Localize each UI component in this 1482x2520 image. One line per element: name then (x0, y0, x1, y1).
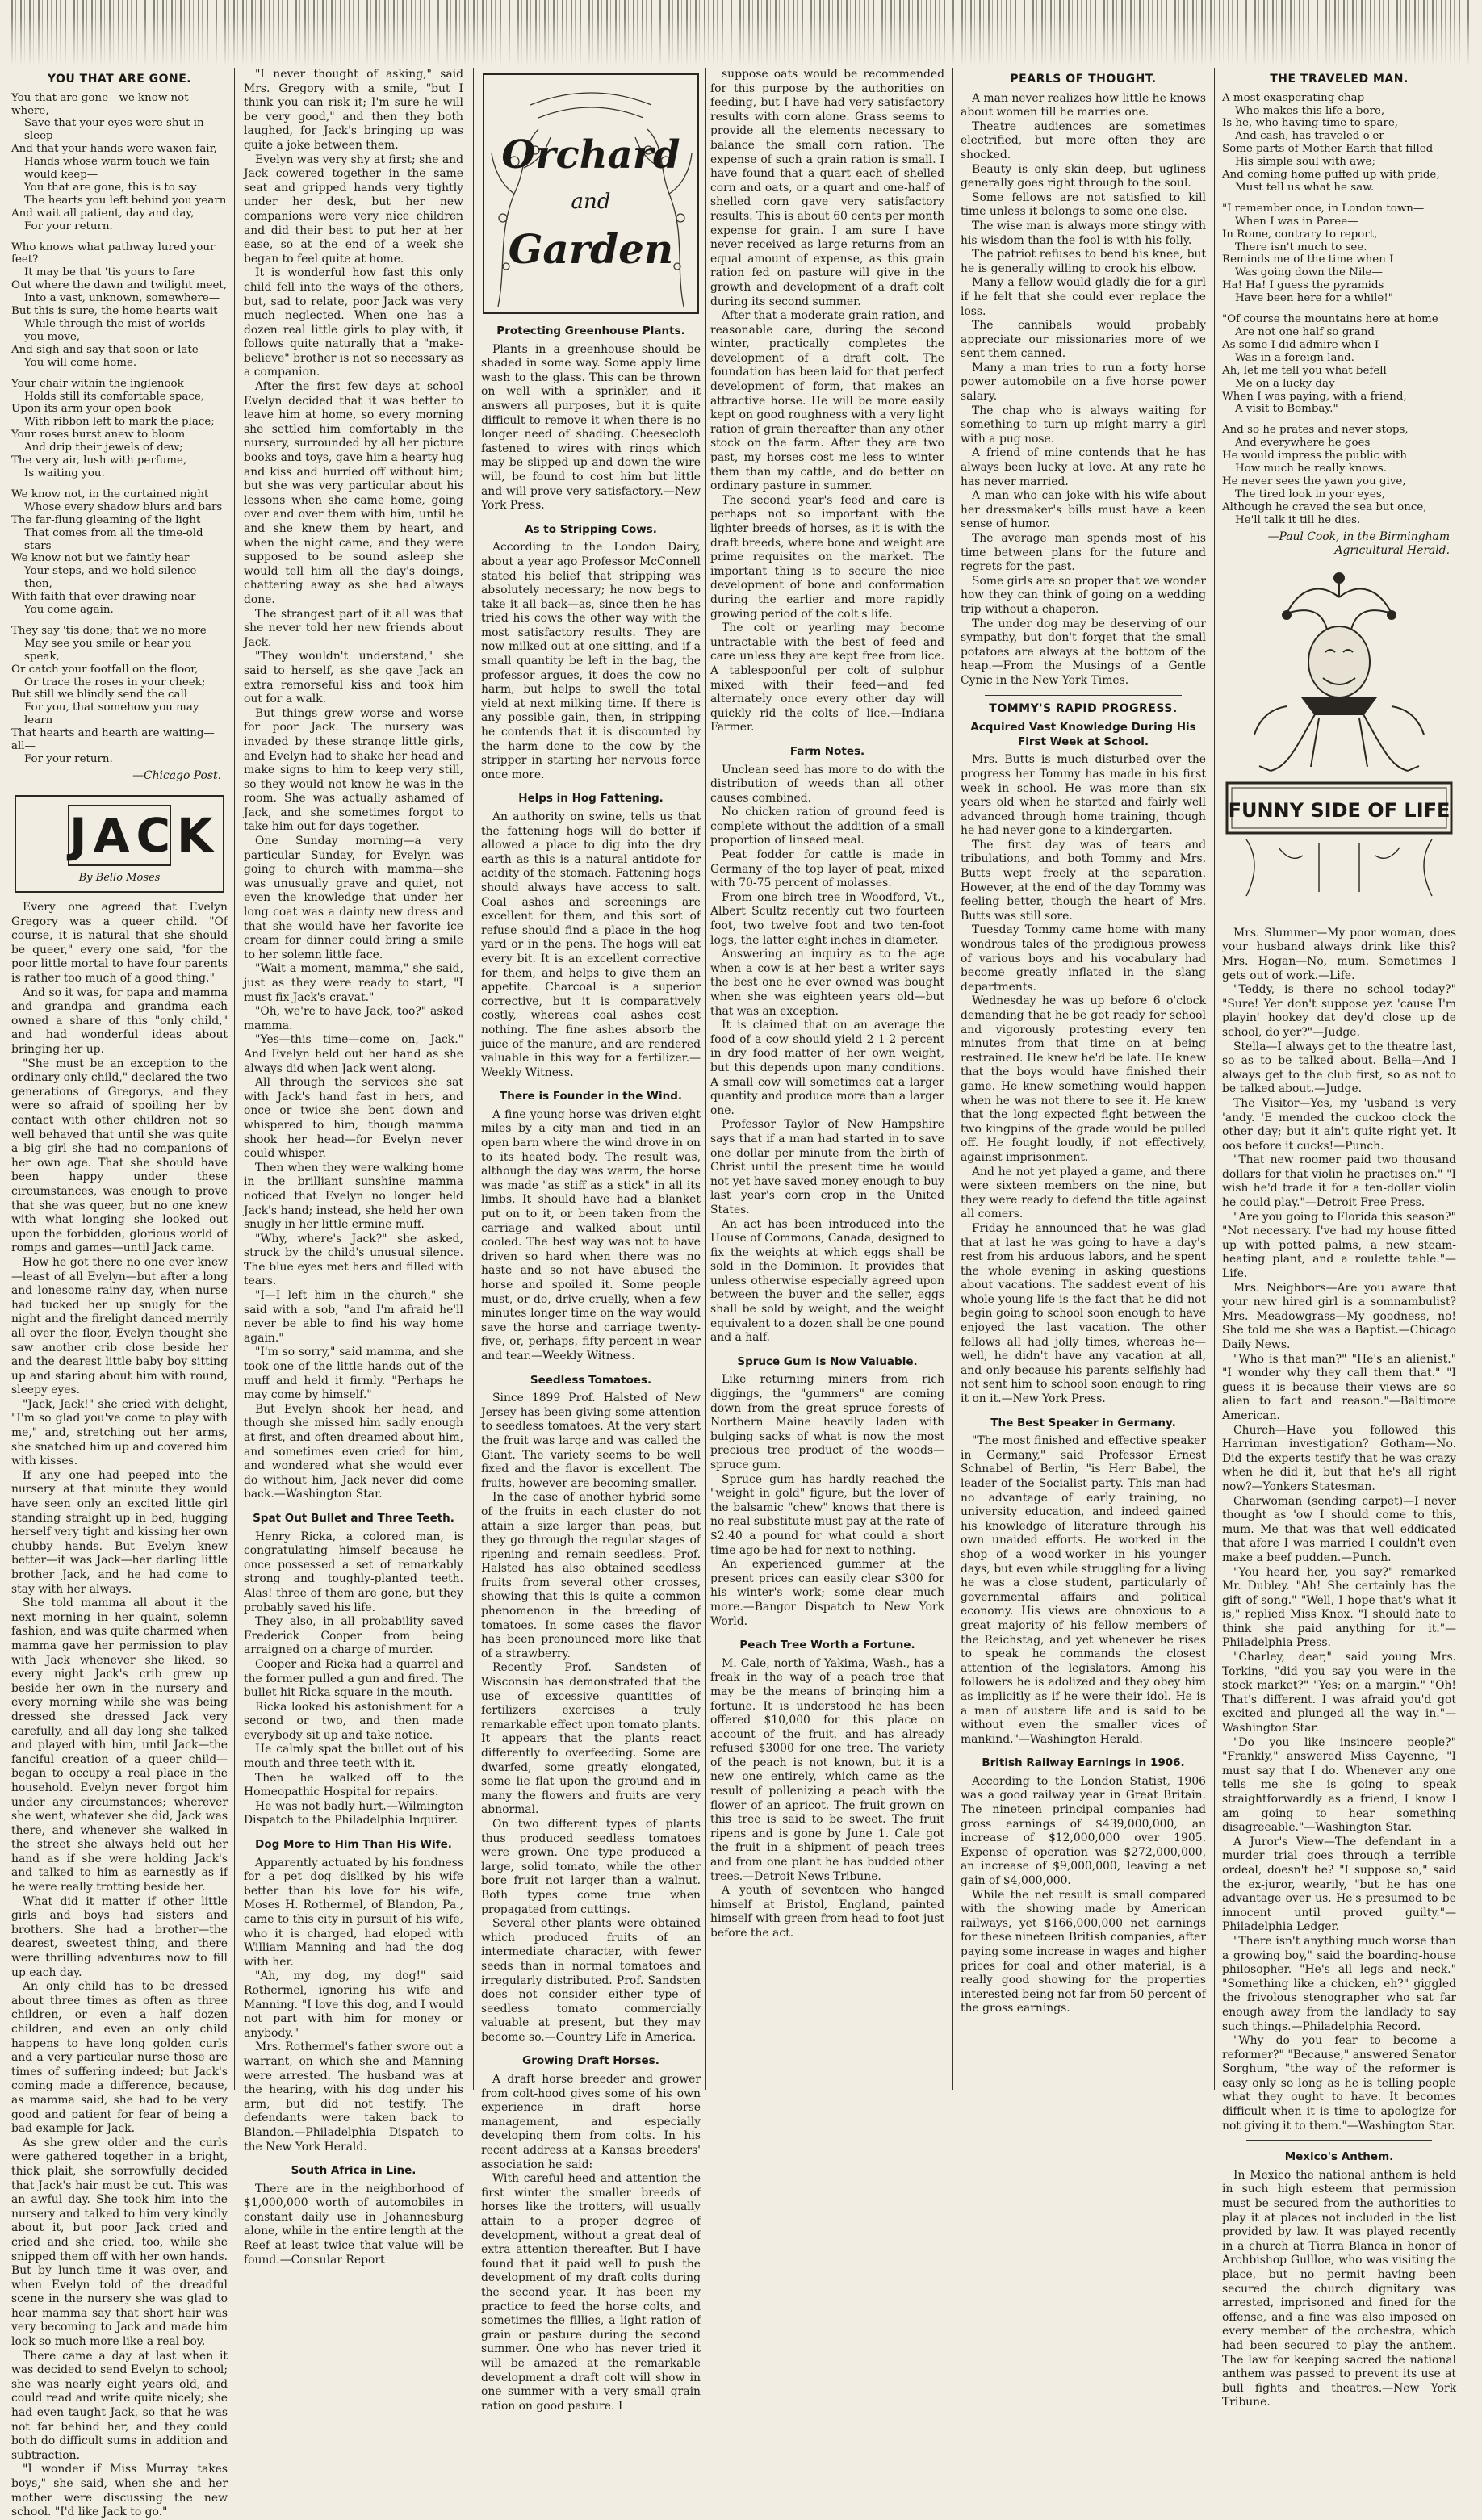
paragraph: An experienced gummer at the present prices can easily clear $300 for his winter's work; some clear much more.—Bangor Dispatch to New York World. (710, 1558, 944, 1628)
paragraph: But things grew worse and worse for poor Jack. The nursery was invaded by these strange little girls, and Evelyn had to shake her head and make signs to him to keep very still, so they would not know he was in the room. She was actually ashamed of Jack, and she sometimes forgot to take him out for days together. (244, 706, 463, 834)
paragraph: One Sunday morning—a very particular Sunday, for Evelyn was going to church with mamma—she was unusually grave and quiet, not even the knowledge that under her long coat was a dainty new dress and that she would have her favorite ice cream for dinner could bring a smile to her solemn little face. (244, 835, 463, 961)
column-5 (961, 68, 1206, 2098)
poem-line: Must tell us what he saw. (1235, 181, 1375, 194)
paragraph: "Teddy, is there no school today?" "Sure! Yer don't suppose yez 'cause I'm playin' hookey dat dey'd close up de school, do yer?"—Judge. (1222, 983, 1456, 1039)
paragraph: After that a moderate grain ration, and reasonable care, during the second winter, practically completes the development of a draft colt. The foundation has been laid for that perfect development of form, that makes an attractive horse. He will be more easily kept on good roughness with a very light ration of grain thereafter than any other stock on the farm. After they are two past, my horses cost me less to winter them than my cattle, and do better on ordinary pasture in summer. (710, 309, 944, 493)
poem-line: Or catch your footfall on the floor, (11, 663, 199, 676)
paragraph: "I wonder if Miss Murray takes boys," she said, when she and her mother were discussing the new school. "I'd like Jack to go." (11, 2463, 228, 2519)
poem-line: There isn't much to see. (1235, 241, 1367, 253)
masthead-orchard: Orchard (501, 132, 680, 178)
column-4 (710, 68, 944, 2098)
stanza-break (1222, 416, 1456, 424)
poem-line: Was going down the Nile— (1235, 266, 1383, 279)
poem-line: Was in a foreign land. (1235, 351, 1354, 364)
paragraph: Friday he announced that he was glad that at last he was going to have a day's rest from his arduous labors, and he spent the whole evening in asking questions about vacations. The saddest event of his whole young life is the fact that he did not begin going to school soon enough to have enjoyed the last vacation. The other fellows all had jolly times, whereas he—well, he didn't have any vacation at all, and only because his parents selfishly had not sent him to school soon enough to ring it on it.—New York Press. (961, 1221, 1206, 1406)
poem-line: That comes from all the time-old stars— (24, 526, 203, 552)
paragraph: "Wait a moment, mamma," she said, just as they were ready to start, "I must fix Jack's cravat." (244, 962, 463, 1004)
article-title: Spat Out Bullet and Three Teeth. (253, 1511, 454, 1525)
paragraph: After the first few days at school Evelyn decided that it was better to leave him at home, so every morning she settled him comfortably in the nursery, surrounded by all her picture books and toys, gave him a hearty hug and kiss and hurried off without him; but she was very particular about his lessons when she came home, going over and over them with him, until he and she knew them by heart, and when the night came, and they were supposed to be sound asleep she would tell him all the day's doings, chattering away as she had always done. (244, 380, 463, 606)
masthead-garden: Garden (508, 225, 674, 273)
paragraph: Then he walked off to the Homeopathic Hospital for repairs. (244, 1771, 463, 1799)
poem-line: Into a vast, unknown, somewhere— (24, 292, 220, 305)
pearls-body (961, 92, 1206, 689)
poem-line: Who knows what pathway lured your feet? (11, 241, 216, 266)
article-body (244, 1857, 463, 2154)
poem-line: For your return. (24, 220, 113, 232)
article-title: Peach Tree Worth a Fortune. (739, 1639, 915, 1652)
poem-line: "I remember once, in London town— (1222, 202, 1425, 215)
article-title: Growing Draft Horses. (522, 2054, 659, 2068)
paragraph: Professor Taylor of New Hampshire says that if a man had started in to save one dollar per minute from the birth of Christ until the present time he would not yet have saved money enough to buy last year's corn crop in the United States. (710, 1118, 944, 1216)
stanza-break (11, 370, 228, 378)
paragraph: "She must be an exception to the ordinary only child," declared the two generations of Gregorys, and they were so afraid of spoiling her by contact with other children not so well behaved that until she was quite a big girl she had no companions of her own age. That she should have been happy under these circumstances, was enough to prove that she was queer, but no one knew with what longing she looked out upon the forbidden, glorious world of romps and games—until Jack came. (11, 1057, 228, 1255)
paragraph: Then when they were walking home in the brilliant sunshine mamma noticed that Evelyn no longer held Jack's hand; instead, she held her own snugly in her little ermine muff. (244, 1161, 463, 1232)
paragraph: Many a fellow would gladly die for a girl if he felt that she could ever replace the loss. (961, 276, 1206, 318)
poem-traveled-man (1222, 92, 1456, 527)
poem-title: YOU THAT ARE GONE. (47, 73, 192, 86)
column-1 (11, 68, 228, 2519)
paragraph: With careful heed and attention the first winter the smaller breeds of horses like the trotters, will usually attain to a proper degree of development, without a great deal of extra attention thereafter. But I have found that it paid well to push the development of my draft colts during the second year. It has been my practice to feed the horse colts, and sometimes the fillies, a light ration of grain or pasture during the second summer. One who has never tried it will be amazed at the remarkable development a draft colt will show in one summer with a very small grain ration on good pasture. I (481, 2172, 701, 2413)
paragraph: The Visitor—Yes, my 'usband is very 'andy. 'E mended the cuckoo clock the other day; but it ain't quite right yet. It oos before it cucks!—Punch. (1222, 1096, 1456, 1153)
article-title: Protecting Greenhouse Plants. (496, 324, 685, 337)
paragraph: According to the London Dairy, about a year ago Professor McConnell stated his belief that stripping was absolutely necessary; he now begs to take it all back—as, since then he has tried his cows the other way with the most satisfactory results. They are now milked out at one sitting, and if a small quantity be left in the bag, the professor argues, it does the cow no harm, but helps to swell the total yield at next milking time. If there is any possible gain, then, in stripping he contends that it is discounted by the harm done to the cow by the stripper in starting her nervous force once more. (481, 541, 701, 781)
paragraph: Plants in a greenhouse should be shaded in some way. Some apply lime wash to the glass. This can be thrown on well with a sprinkler, and it answers all purposes, but it is quite difficult to remove it when there is no longer need of shading. Cheesecloth fastened to wires with rings which may be slipped up and down the wire will, be found to cost him but little and will prove very satisfactory.—New York Press. (481, 342, 701, 513)
paragraph: "Yes—this time—come on, Jack." And Evelyn held out her hand as she always did when Jack went along. (244, 1033, 463, 1075)
paragraph: A man who can joke with his wife about her dressmaker's bills must have a keen sense of humor. (961, 489, 1206, 531)
poem-line: Is waiting you. (24, 467, 105, 479)
article-body (961, 1434, 1206, 1747)
funny-side-jester-illustration (1222, 565, 1456, 920)
paragraph: The patriot refuses to bend his knee, but he is generally willing to crook his elbow. (961, 248, 1206, 275)
poem-line: You will come home. (24, 356, 137, 369)
paragraph: It is claimed that on an average the food of a cow should yield 2 1-2 percent in dry food matter of her own weight, but this depends upon many conditions. A small cow will sometimes eat a larger quantity and produce more than a larger one. (710, 1019, 944, 1117)
article-title: Helps in Hog Fattening. (518, 792, 664, 806)
paragraph: "Do you like insincere people?" "Frankly," answered Miss Cayenne, "I must say that I do. Whenever any one tells me she is going to speak straightforwardly as a friend, I know I am going to hear something disagreeable."—Washington Star. (1222, 1735, 1456, 1835)
article-body (481, 810, 701, 1080)
paragraph: Peat fodder for cattle is made in Germany of the top layer of peat, mixed with 70-75 percent of molasses. (710, 848, 944, 890)
paragraph: She told mamma all about it the next morning in her quaint, solemn fashion, and was quite charmed when mamma gave her permission to play with Jack whenever she liked, so every night Jack's crib grew up beside her own in the nursery and every morning while she was being dressed she dressed Jack very carefully, and all day long she talked and played with him, until Jack—the fanciful creation of a queer child—began to occupy a real place in the household. Evelyn never forgot him under any circumstances; wherever she went, whatever she did, Jack was there, and whenever she walked in the street she always held out her hand as if she were holding Jack's and talked to him as earnestly as if he were really trotting beside her. (11, 1597, 228, 1894)
poem-line: You that are gone, this is to say (24, 181, 197, 194)
poem-line: And cash, has traveled o'er (1235, 130, 1384, 143)
poem-line: And so he prates and never stops, (1222, 424, 1409, 437)
poem-line: But this is sure, the home hearts wait (11, 305, 218, 318)
poem-line: Your steps, and we hold silence then, (24, 565, 197, 591)
paragraph: The strangest part of it all was that she never told her new friends about Jack. (244, 607, 463, 649)
paragraph: "I never thought of asking," said Mrs. Gregory with a smile, "but I think you can risk it; I'm sure he will be very good," and then they both laughed, for Jack's bringing up was quite a joke between them. (244, 68, 463, 152)
paragraph: In Mexico the national anthem is held in such high esteem that permission must be secured from the authorities to play it at places not included in the list provided by law. It was played recently in a church at Tierra Blanca in honor of Archbishop Gullloe, who was visiting the place, but no permit having been secured the church dignitary was arrested, imprisoned and fined for the offense, and a fine was also imposed on every member of the orchestra, which had been secured to play the anthem. The law for keeping sacred the national anthem was passed to prevent its use at bull fights and theatres.—New York Tribune. (1222, 2168, 1456, 2409)
poem-line: When I was in Paree— (1235, 215, 1358, 228)
column-rule (1214, 68, 1215, 2090)
poem-line: Out where the dawn and twilight meet, (11, 279, 228, 292)
article-title: Farm Notes. (789, 744, 865, 758)
stanza-break (11, 233, 228, 241)
article-body (481, 2073, 701, 2413)
paragraph: Beauty is only skin deep, but ugliness generally goes right through to the soul. (961, 162, 1206, 190)
column-3 (481, 68, 701, 2413)
poem-line: His simple soul with awe; (1235, 156, 1375, 169)
section-subtitle: Acquired Vast Knowledge During His First Week at School. (970, 721, 1196, 748)
paragraph: They also, in all probability saved Frederick Cooper from being arraigned on a charge of murder. (244, 1615, 463, 1657)
paragraph: Every one agreed that Evelyn Gregory was a queer child. "Of course, it is natural that she should be queer," every one said, "for the poor little mortal to have four parents is rather too much of a good thing." (11, 901, 228, 986)
paragraph: "I'm so sorry," said mamma, and she took one of the little hands out of the muff and held it firmly. "Perhaps he may come by himself." (244, 1346, 463, 1402)
paragraph: If any one had peeped into the nursery at that minute they would have seen only an excited little girl standing straight up in bed, hugging herself very tight and kissing her own chubby hands. But Evelyn knew better—it was Jack—her darling little brother Jack, and he had come to stay with her always. (11, 1468, 228, 1596)
paragraph: "The most finished and effective speaker in Germany," said Professor Ernest Schnabel of Berlin, "is Herr Babel, the leader of the Socialist party. This man had no advantage of early training, no university education, and indeed gained his knowledge of literature through his own unaided efforts. He worked in the shop of a wood-worker in his younger days, but even while struggling for a living he was a close student, particularly of governmental affairs and political economy. His views are obnoxious to a great majority of his fellow members of the Reichstag, and yet whenever he rises to speak he commands the closest attention of the legislators. Among his followers he is adolized and they obey him as implicitly as if he were their idol. He is a man of austere life and is said to be without even the smaller vices of mankind."—Washington Herald. (961, 1434, 1206, 1746)
paragraph: A youth of seventeen who hanged himself at Bristol, England, painted himself with green from head to foot just before the act. (710, 1884, 944, 1940)
paragraph: No chicken ration of ground feed is complete without the addition of a small proportion of linseed meal. (710, 806, 944, 848)
poem-line: Reminds me of the time when I (1222, 253, 1394, 266)
section-title: PEARLS OF THOUGHT. (1010, 73, 1157, 86)
article-title: South Africa in Line. (291, 2164, 417, 2178)
story-continued (244, 68, 463, 1502)
column-rule (705, 68, 706, 2090)
paragraph: "Oh, we're to have Jack, too?" asked mamma. (244, 1005, 463, 1032)
paragraph: The second year's feed and care is perhaps not so important with the lighter breeds of horses, as it is with the draft breeds, where bone and weight are prime requisites on the market. The important thing is to secure the nice development of bone and conformation during the earlier and more rapidly growing period of the colt's life. (710, 493, 944, 621)
paragraph: Mrs. Slummer—My poor woman, does your husband always drink like this? Mrs. Hogan—No, mum. Sometimes I gets out of work.—Life. (1222, 926, 1456, 982)
poem-line: Is he, who having time to spare, (1222, 117, 1399, 130)
article-title: Dog More to Him Than His Wife. (255, 1838, 452, 1852)
paragraph: suppose oats would be recommended for this purpose by the authorities on feeding, but I have had very satisfactory results with corn alone. Grass seems to provide all the elements necessary to balance the small corn ration. The expense of such a grain ration is small. I have found that a quart each of shelled corn and oats, or a quart and one-half of shelled corn gave very satisfactory results. This is about 60 cents per month expense for grain. I am sure I have never received as large returns from an equal amount of expense, as this grain ration fed on pasture will give in the growth and development of a draft colt during its second summer. (710, 68, 944, 308)
paragraph: Tuesday Tommy came home with many wondrous tales of the prodigious prowess of various boys and his vocabulary had become greatly inflated in the slang departments. (961, 923, 1206, 994)
stanza-break (1222, 195, 1456, 203)
orchard-garden-masthead (482, 73, 700, 315)
paragraph: Stella—I always get to the theatre last, so as to be talked about. Bella—And I always get to the club first, so as not to be talked about.—Judge. (1222, 1040, 1456, 1096)
poem-line: The very air, lush with perfume, (11, 454, 187, 467)
poem-line: How much he really knows. (1235, 463, 1388, 475)
poem-line: Save that your eyes were shut in sleep (24, 117, 204, 143)
poem-line: We know not but we faintly hear (11, 552, 190, 565)
paragraph: Many a man tries to run a forty horse power automobile on a five horse power salary. (961, 361, 1206, 404)
paragraph: "Why, where's Jack?" she asked, struck by the child's unusual silence. The blue eyes met hers and filled with tears. (244, 1232, 463, 1288)
column-6 (1222, 68, 1456, 2409)
paragraph: "Why do you fear to become a reformer?" "Because," answered Senator Sorghum, "the way of the reformer is easy only so long as he is telling people what they ought to have. It becomes difficult when it is time to apologize for not giving it to them."—Washington Star. (1222, 2034, 1456, 2133)
poem-line: Hands whose warm touch we fain would keep— (24, 156, 210, 182)
paragraph: According to the London Statist, 1906 was a good railway year in Great Britain. The nineteen principal companies had gross earnings of $439,000,000, an increase of $12,000,000 over 1905. Expense of operation was $272,000,000, an increase of $9,000,000, leaving a net gain of $4,000,000. (961, 1774, 1206, 1888)
poem-line: As some I did admire when I (1222, 338, 1379, 351)
article-body (481, 541, 701, 782)
paragraph: Recently Prof. Sandsten of Wisconsin has demonstrated that the use of excessive quantities of fertilizers exercises a truly remarkable effect upon tomato plants. It appears that the plants react differently to overfeeding. Some are dwarfed, some greatly elongated, some lie flat upon the ground and in many the flowers and fruits are very abnormal. (481, 1661, 701, 1817)
paragraph: Some girls are so proper that we wonder how they can think of going on a wedding trip without a chaperon. (961, 574, 1206, 616)
paragraph: On two different types of plants thus produced seedless tomatoes were grown. One type produced a large, solid tomato, while the other bore fruit not larger than a walnut. Both types come true when propagated from cuttings. (481, 1817, 701, 1916)
paragraph: Henry Ricka, a colored man, is congratulating himself because he once possessed a set of remarkably strong and toughly-planted teeth. Alas! three of them are gone, but they probably saved his life. (244, 1530, 463, 1614)
poem-line: For your return. (24, 753, 113, 765)
paragraph: Mrs. Neighbors—Are you aware that your new hired girl is a somnambulist? Mrs. Meadowgrass—My goodness, no! She told me she was a Baptist.—Chicago Daily News. (1222, 1281, 1456, 1351)
paragraph: Wednesday he was up before 6 o'clock demanding that he be got ready for school and vigorously protesting every ten minutes from that time on at being restrained. He knew he'd be late. He knew that the boys would have finished their game. He knew something would happen when he was not there to see it. He knew that the long expected fight between the two kingpins of the grade would be pulled off. He fought loudly, if not effectively, against imprisonment. (961, 994, 1206, 1164)
paragraph: "Jack, Jack!" she cried with delight, "I'm so glad you've come to play with me," and, stretching out her arms, she snatched him up and covered him with kisses. (11, 1397, 228, 1468)
paragraph: A Juror's View—The defendant in a murder trial goes through a terrible ordeal, doesn't he? "I suppose so," said the ex-juror, wearily, "but he has one advantage over us. He's presumed to be innocent until proved guilty."—Philadelphia Ledger. (1222, 1835, 1456, 1934)
poem-line: Your chair within the inglenook (11, 377, 184, 390)
paragraph: Answering an inquiry as to the age when a cow is at her best a writer says the best one he ever owned was bought when she was eighteen years old—but that was an exception. (710, 948, 944, 1018)
paragraph: "Charley, dear," said young Mrs. Torkins, "did you say you were in the stock market?" "Yes; on a margin." "Oh! That's different. I was afraid you'd got excited and plunged all the way in."—Washington Star. (1222, 1651, 1456, 1735)
article-title: As to Stripping Cows. (525, 522, 657, 536)
poem-line: We know not, in the curtained night (11, 488, 209, 500)
poem-line: Some parts of Mother Earth that filled (1222, 143, 1434, 156)
poem-line: And wait all patient, day and day, (11, 207, 195, 220)
paragraph: From one birch tree in Woodford, Vt., Albert Scultz recently cut two fourteen foot, two twelve foot and two ten-foot logs, the latter eight inches in diameter. (710, 890, 944, 947)
article-title: Seedless Tomatoes. (530, 1373, 652, 1387)
paragraph: He was not badly hurt.—Wilmington Dispatch to the Philadelphia Inquirer. (244, 1799, 463, 1827)
newspaper-page (11, 0, 1471, 2519)
funny-body (1222, 927, 1456, 2133)
poem-line: With faith that ever drawing near (11, 591, 196, 604)
poem-line: He never sees the yawn you give, (1222, 475, 1406, 488)
article-body (710, 1373, 944, 1629)
paragraph: A man never realizes how little he knows about women till he marries one. (961, 91, 1206, 119)
paragraph: There came a day at last when it was decided to send Evelyn to school; she was nearly eight years old, and could read and write quite nicely; she had even taught Jack, so that he was not far behind her, and they could both do difficult sums in addition and subtraction. (11, 2349, 228, 2462)
article-title: British Railway Earnings in 1906. (982, 1756, 1185, 1770)
poem-line: The hearts you left behind you yearn (24, 194, 227, 207)
story-title-box (15, 795, 224, 894)
poem-line: They say 'tis done; that we no more (11, 624, 207, 637)
paragraph: While the net result is small compared with the showing made by American railways, yet $166,000,000 net earnings for these nineteen British companies, after paying some increase in wages and higher prices for coal and other material, is a really good showing for the properties interested being not far from 50 percent of the gross earnings. (961, 1888, 1206, 2016)
poem-line: You that are gone—we know not where, (11, 91, 189, 117)
poem-line: Although he craved the sea but once, (1222, 500, 1427, 513)
paragraph: The wise man is always more stingy with his wisdom than the fool is with his folly. (961, 219, 1206, 247)
poem-line: A most exasperating chap (1222, 91, 1365, 104)
paragraph: Several other plants were obtained which produced fruits of an intermediate character, with fewer seeds than in normal tomatoes and irregularly distributed. Prof. Sandsten does not consider either type of seedless tomato commercially valuable at present, but they may become so.—Country Life in America. (481, 1917, 701, 2044)
poem-line: Ha! Ha! I guess the pyramids (1222, 279, 1384, 292)
poem-credit: —Paul Cook, in the Birmingham Agricultural Herald. (1267, 530, 1450, 558)
paragraph: The colt or yearling may become untractable with the best of feed and care unless they are kept free from lice. A tablespoonful per colt of sulphur mixed with their feed—and fed alternately once every other day will quickly rid the colts of lice.—Indiana Farmer. (710, 622, 944, 735)
poem-line: "Of course the mountains here at home (1222, 313, 1438, 326)
paragraph: The chap who is always waiting for something to turn up might marry a girl with a pug nose. (961, 404, 1206, 446)
poem-you-that-are-gone (11, 92, 228, 766)
poem-line: Ah, let me tell you what befell (1222, 364, 1387, 377)
paragraph: A draft horse breeder and grower from colt-hood gives some of his own experience in draft horse management, and especially developing them from colts. In his recent address at a Kansas breeders' association he said: (481, 2073, 701, 2171)
paragraph: "They wouldn't understand," she said to herself, as she gave Jack an extra remorseful kiss and took him out for a walk. (244, 650, 463, 706)
paragraph: Ricka looked his astonishment for a second or two, and then made everybody sit up and take notice. (244, 1700, 463, 1742)
poem-line: Your roses burst anew to bloom (11, 429, 186, 442)
article-body (481, 1392, 701, 2045)
article-body (481, 343, 701, 513)
story-body (11, 901, 228, 2520)
poem-line: Holds still its comfortable space, (24, 390, 205, 403)
paragraph: An act has been introduced into the House of Commons, Canada, designed to fix the weights at which eggs shall be sold in the Dominion. It provides that unless otherwise especially agreed upon between the buyer and the seller, eggs shall be sold by weight, and the weight equivalent to a dozen shall be one pound and a half. (710, 1217, 944, 1345)
poem-line: And drip their jewels of dew; (24, 442, 183, 454)
poem-line: That hearts and hearth are waiting—all— (11, 727, 215, 753)
paragraph: Evelyn was very shy at first; she and Jack cowered together in the same seat and gripped hands very tightly under her desk, but her new companions were very nice children and did their best to put her at her ease, so at the end of a week she began to feel quite at home. (244, 153, 463, 266)
paragraph: "Who is that man?" "He's an alienist." "I wonder why they call them that." "I guess it is because their views are so alien to fact and reason."—Baltimore American. (1222, 1352, 1456, 1422)
article-body (244, 2183, 463, 2268)
paragraph: M. Cale, north of Yakima, Wash., has a freak in the way of a peach tree that may be the means of bringing him a fortune. It is understood he has been offered $10,000 for this place on account of the fruit, and has already refused $3000 for one tree. The variety of the peach is not known, but it is a new one entirely, which came as the result of pollenizing a peach with the flower of an apricot. The fruit grown on this tree is said to be sweet. The fruit ripens and is gone by June 1. Cale got the fruit in a shipment of peach trees and from one plant he has budded other trees.—Detroit News-Tribune. (710, 1656, 944, 1883)
poem-line: Whose every shadow blurs and bars (24, 500, 223, 513)
paragraph: Charwoman (sending carpet)—I never thought as 'ow I should come to this, mum. Me that was that well eddicated that afore I was married I couldn't even make a beef pudden.—Punch. (1222, 1494, 1456, 1564)
tommy-body (961, 753, 1206, 1406)
section-title: TOMMY'S RAPID PROGRESS. (989, 701, 1178, 715)
decorative-top-border (11, 0, 1471, 66)
paragraph: A friend of mine contends that he has always been lucky at love. At any rate he has never married. (961, 446, 1206, 488)
paragraph: "You heard her, you say?" remarked Mr. Dubley. "Ah! She certainly has the gift of song." "Well, I hope that's what it is," replied Miss Knox. "I should hate to think she paid anything for it."—Philadelphia Press. (1222, 1565, 1456, 1650)
poem-title: THE TRAVELED MAN. (1270, 73, 1409, 86)
paragraph: "That new roomer paid two thousand dollars for that violin he practises on." "I wish he'd trade it for a ten-dollar violin he could play."—Detroit Free Press. (1222, 1153, 1456, 1210)
column-rule (234, 68, 235, 2090)
paragraph: There are in the neighborhood of $1,000,000 worth of automobiles in constant daily use in Johannesburg alone, while in the entire length at the Reef at least twice that value will be found.—Consular Report (244, 2182, 463, 2267)
paragraph: In the case of another hybrid some of the fruits in each cluster do not attain a size larger than peas, but they go through the regular stages of ripening and remain seedless. Prof. Halsted has also obtained seedless fruits from several other crosses, showing that this is quite a common phenomenon in the breeding of tomatoes. In some cases the flavor has been pronounced more like that of a strawberry. (481, 1491, 701, 1660)
article-title: There is Founder in the Wind. (500, 1090, 682, 1103)
poem-line: He'll talk it till he dies. (1235, 513, 1361, 526)
paragraph: Like returning miners from rich diggings, the "gummers" are coming down from the great spruce forests of Northern Maine heavily laden with bulging sacks of what is now the most precious tree product of the woods—spruce gum. (710, 1373, 944, 1471)
funny-side-banner: FUNNY SIDE OF LIFE (1228, 798, 1451, 822)
stanza-break (11, 480, 228, 488)
poem-line: Who makes this life a bore, (1235, 104, 1385, 117)
article-body (961, 1775, 1206, 2016)
article-title: Mexico's Anthem. (1284, 2150, 1394, 2164)
paragraph: Church—Have you followed this Harriman investigation? Gotham—No. Did the experts testify that he was crazy when he did it, but that he's all right now?—Yonkers Statesman. (1222, 1423, 1456, 1493)
paragraph: "Are you going to Florida this season?" "Not necessary. I've had my house fitted up with potted palms, a new steam-heating plant, and a roulette table."—Life. (1222, 1210, 1456, 1281)
paragraph: Since 1899 Prof. Halsted of New Jersey has been giving some attention to seedless tomatoes. At the very start the fruit was large and was called the Giant. The variety seems to be well fixed and the flavor is excellent. The fruits, however are becoming smaller. (481, 1392, 701, 1490)
article-body (244, 1530, 463, 1828)
poem-line: And sigh and say that soon or late (11, 343, 199, 356)
poem-line: You come again. (24, 604, 114, 617)
paragraph: An authority on swine, tells us that the fattening hogs will do better if allowed a place to dig into the dry earth as this is a natural antidote for acidity of the stomach. Fattening hogs should always have access to salt. Coal ashes and screenings are excellent for them, and this sort of refuse should find a place in the hog yard or in the pens. The hogs will eat every bit. It is an excellent corrective for them, and helps to give them an appetite. Charcoal is a superior corrective, but it is comparatively costly, whereas coal ashes cost nothing. The fine ashes absorb the juice of the manure, and are rendered valuable in this way for a fertilizer.—Weekly Witness. (481, 810, 701, 1079)
poem-line: And everywhere he goes (1235, 437, 1371, 450)
paragraph: A fine young horse was driven eight miles by a city man and tied in an open barn where the wind drove in on to its heated body. The result was, although the day was warm, the horse was made "as stiff as a stick" in all its limbs. It should have had a blanket put on to it, or been taken from the carriage and walked about until cooled. The best way was not to have driven so hard when there was no haste and so not have abused the horse and spoiled it. Some people must, or do, drive cruelly, when a few minutes longer time on the way would save the horse and carriage twenty-five, or, perhaps, fifty percent in wear and tear.—Weekly Witness. (481, 1107, 701, 1363)
poem-line: The far-flung gleaming of the light (11, 513, 201, 526)
paragraph: Unclean seed has more to do with the distribution of weeds than all other causes combined. (710, 763, 944, 805)
paragraph: Mrs. Rothermel's father swore out a warrant, on which she and Manning were arrested. The husband was at the hearing, with his dog under his arm, but did not testify. The defendants were taken back to Blandon.—Philadelphia Dispatch to the New York Herald. (244, 2041, 463, 2154)
article-title: The Best Speaker in Germany. (990, 1416, 1176, 1430)
paragraph: An only child has to be dressed about three times as often as three children, or even a half dozen children, and even an only child happens to have long golden curls and a very particular nurse those are times of suffering indeed; but Jack's coming made a difference, because, as mamma said, she had to be very good and patient for fear of being a bad example for Jack. (11, 1980, 228, 2136)
masthead-and: and (571, 190, 611, 214)
paragraph: And he not yet played a game, and there were sixteen members on the nine, but they were ready to defend the title against all comers. (961, 1165, 1206, 1221)
poem-line: It may be that 'tis yours to fare (24, 266, 195, 279)
poem-line: But still we blindly send the call (11, 689, 188, 701)
poem-line: May see you smile or hear you speak, (24, 637, 192, 663)
paragraph: Apparently actuated by his fondness for a pet dog disliked by his wife better than his love for his wife, Moses H. Rothermel, of Blandon, Pa., came to this city in pursuit of his wife, who it is charged, had eloped with William Manning and had the dog with her. (244, 1856, 463, 1969)
paragraph: Spruce gum has hardly reached the "weight in gold" figure, but the lover of the balsamic "chew" knows that there is no real substitute must pay at the rate of $2.40 a pound for what could a short time ago be had for next to nothing. (710, 1472, 944, 1557)
poem-line: And coming home puffed up with pride, (1222, 169, 1440, 182)
poem-line: For you, that somehow you may learn (24, 701, 199, 727)
paragraph: All through the services she sat with Jack's hand fast in hers, and once or twice she bent down and whispered to him, though mamma shook her head—for Evelyn never could whisper. (244, 1076, 463, 1161)
poem-line: When I was paying, with a friend, (1222, 390, 1407, 403)
paragraph: The under dog may be deserving of our sympathy, but don't forget that the small potatoes are always at the bottom of the heap.—From the Musings of a Gentle Cynic in the New York Times. (961, 617, 1206, 687)
paragraph: The first day was of tears and tribulations, and both Tommy and Mrs. Butts wept freely at the separation. However, at the end of the day Tommy was feeling better, though the heart of Mrs. Butts was still sore. (961, 838, 1206, 923)
paragraph: But Evelyn shook her head, and though she missed him sadly enough at first, and often dreamed about him, and sometimes even cried for him, and wondered what she would ever do without him, Jack never did come back.—Washington Star. (244, 1402, 463, 1501)
article-body (1222, 2169, 1456, 2410)
paragraph: And so it was, for papa and mamma and grandpa and grandma each owned a share of this "only child," and had wonderful ideas about bringing her up. (11, 986, 228, 1057)
stanza-break (1222, 305, 1456, 313)
paragraph: Theatre audiences are sometimes electrified, but more often they are shocked. (961, 119, 1206, 161)
divider (1246, 2140, 1432, 2141)
poem-credit: —Chicago Post. (132, 768, 221, 782)
story-byline: By Bello Moses (78, 871, 161, 884)
poem-line: With ribbon left to mark the place; (24, 416, 215, 429)
paragraph: What did it matter if other little girls and boys had sisters and brothers. She had a brother—the dearest, sweetest thing, and there were thrilling adventures now to fill up each day. (11, 1894, 228, 1979)
poem-line: In Rome, contrary to report, (1222, 228, 1378, 241)
paragraph: Cooper and Ricka had a quarrel and the former pulled a gun and fired. The bullet hit Ricka square in the mouth. (244, 1657, 463, 1700)
article-continued (710, 68, 944, 735)
poem-line: Me on a lucky day (1235, 377, 1335, 390)
divider (985, 695, 1182, 696)
story-title: JACK (68, 805, 171, 866)
article-title: Spruce Gum Is Now Valuable. (737, 1354, 918, 1368)
poem-line: Upon its arm your open book (11, 403, 172, 416)
paragraph: Some fellows are not satisfied to kill time unless it belongs to some one else. (961, 190, 1206, 219)
column-rule (473, 68, 474, 2090)
poem-line: The tired look in your eyes, (1235, 488, 1385, 500)
paragraph: The average man spends most of his time between plans for the future and regrets for the past. (961, 532, 1206, 574)
article-body (710, 1657, 944, 1941)
stanza-break (11, 617, 228, 625)
paragraph: "I—I left him in the church," she said with a sob, "and I'm afraid he'll never be able to find his way home again." (244, 1289, 463, 1345)
article-body (481, 1108, 701, 1364)
article-body (710, 764, 944, 1346)
poem-line: He would impress the public with (1222, 450, 1408, 463)
paragraph: It is wonderful how fast this only child fell into the ways of the others, but, sad to relate, poor Jack was very much neglected. When one has a dozen real little girls to play with, it follows quite naturally that a "make-believe" brother is not so necessary as a companion. (244, 266, 464, 379)
paragraph: The cannibals would probably appreciate our missionaries more of we sent them canned. (961, 319, 1206, 361)
paragraph: As she grew older and the curls were gathered together in a bright, thick plait, she sorrowfully decided that Jack's hair must be cut. This was an awful day. She took him into the nursery and talked to him very kindly about it, but poor Jack cried and cried and she cried, too, while she snipped them off with her own hands. But by lunch time it was over, and when Evelyn told of the dreadful scene in the nursery she was glad to hear mamma say that short hair was very becoming to Jack and made him look so much more like a real boy. (11, 2136, 228, 2349)
paragraph: How he got there no one ever knew—least of all Evelyn—but after a long and lonesome rainy day, when nurse had tucked her up snugly for the night and the firelight danced merrily all over the floor, Evelyn thought she saw another crib close beside her and the dearest little baby boy sitting up and staring about him with round, sleepy eyes. (11, 1255, 228, 1397)
poem-line: Are not one half so grand (1235, 326, 1375, 338)
paragraph: Mrs. Butts is much disturbed over the progress her Tommy has made in his first week in school. He was more than six years old when he started and fairly well advanced through home training, though he had never gone to a kindergarten. (961, 753, 1206, 838)
poem-line: Or trace the roses in your cheek; (24, 676, 206, 689)
poem-line: Have been here for a while!" (1235, 292, 1393, 305)
column-rule (952, 68, 953, 2090)
poem-line: A visit to Bombay." (1235, 403, 1338, 416)
paragraph: He calmly spat the bullet out of his mouth and three teeth with it. (244, 1743, 463, 1771)
poem-line: And that your hands were waxen fair, (11, 143, 217, 156)
poem-line: While through the mist of worlds you move, (24, 318, 206, 343)
paragraph: "There isn't anything much worse than a growing boy," said the boarding-house philosopher. "He's all legs and neck." "Something like a chicken, eh?" giggled the frivolous stenographer who sat far enough away from the landlady to say such things.—Philadelphia Record. (1222, 1934, 1456, 2033)
paragraph: "Ah, my dog, my dog!" said Rothermel, ignoring his wife and Manning. "I love this dog, and I would not part with him for money or anybody." (244, 1970, 463, 2040)
column-2 (244, 68, 464, 2267)
